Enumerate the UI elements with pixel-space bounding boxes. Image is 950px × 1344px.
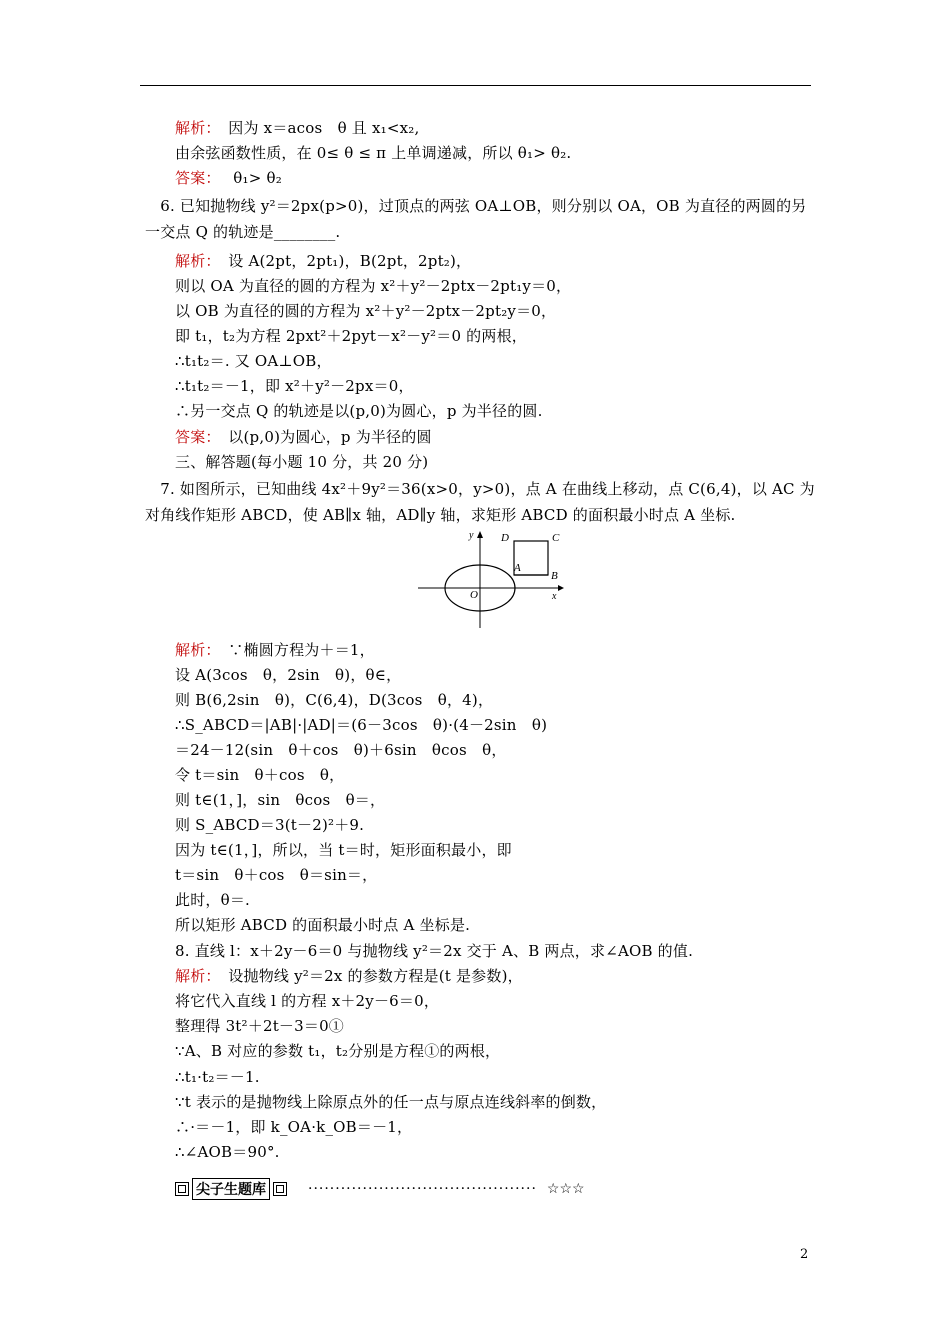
point-b-label: B [551,570,558,582]
text-line [175,1142,280,1162]
answer-label: 解析： [175,641,214,659]
line-text: 设抛物线 y²＝2x 的参数方程是(t 是参数)， [213,967,523,985]
text-line [175,376,414,396]
box-right-icon [273,1182,287,1196]
line-text: 则以 OA 为直径的圆的方程为 x²＋y²－2ptx－2pt₁y＝0， [175,277,572,295]
text-line [175,790,385,810]
line-text: 一交点 Q 的轨迹是________. [145,223,341,241]
line-text: 即 t₁，t₂为方程 2pxt²＋2pyt－x²－y²＝0 的两根， [175,327,527,345]
text-line [175,326,527,346]
text-line [175,1067,260,1087]
text-line [175,765,344,785]
line-text: 6. 已知抛物线 y²＝2px(p>0)，过顶点的两弦 OA⊥OB，则分别以 OA，OB 为直径的两圆的另 [145,197,807,215]
question-bank-label: 尖子生题库 [192,1178,270,1200]
line-text: 整理得 3t²＋2t－3＝0① [175,1017,345,1035]
line-text: 因为 t∈(1，]，所以，当 t＝时，矩形面积最小，即 [175,841,512,859]
text-line [175,452,428,472]
text-line [175,401,543,421]
answer-label: 解析： [175,967,214,985]
page-number: 2 [800,1247,809,1262]
text-line [175,1016,344,1036]
line-text: θ₁> θ₂ [213,169,282,187]
text-line [175,1117,412,1137]
text-line [175,1092,606,1112]
text-line [145,479,815,499]
line-text: t＝sin θ＋cos θ＝sin＝， [175,866,378,884]
text-line [175,640,375,660]
text-line [145,505,736,525]
point-c-label: C [552,532,560,544]
text-line [175,865,377,885]
answer-label: 答案： [175,428,214,446]
text-line [175,1041,500,1061]
difficulty-stars: ☆☆☆ [546,1181,585,1197]
line-text: ∵椭圆方程为＋＝1， [213,641,375,659]
line-text: 因为 x＝acos θ 且 x₁<x₂, [213,119,420,137]
y-axis-label: y [469,530,474,541]
line-text: ∵t 表示的是抛物线上除原点外的任一点与原点连线斜率的倒数， [175,1093,607,1111]
text-line [175,941,693,961]
text-line [175,690,493,710]
y-axis-arrow [477,531,483,538]
line-text: 将它代入直线 l 的方程 x＋2y－6＝0， [175,992,440,1010]
origin-label: O [470,589,478,601]
line-text: 以 OB 为直径的圆的方程为 x²＋y²－2ptx－2pt₂y＝0， [175,302,557,320]
text-line [175,118,419,138]
text-line [175,715,547,735]
line-text: 则 B(6,2sin θ)，C(6,4)，D(3cos θ，4)， [175,691,494,709]
header-rule [140,85,811,86]
point-d-label: D [501,532,509,544]
line-text: 则 t∈(1，]，sin θcos θ＝， [175,791,386,809]
text-line [175,665,401,685]
text-line [175,143,571,163]
line-text: ∴·＝－1，即 k_OA·k_OB＝－1， [175,1118,413,1136]
text-line [145,222,340,242]
line-text: 设 A(3cos θ，2sin θ)，θ∈， [175,666,402,684]
question-bank-footer [175,1178,585,1200]
answer-label: 答案： [175,169,214,187]
line-text: ∴S_ABCD＝|AB|·|AD|＝(6－3cos θ)·(4－2sin θ) [175,716,548,734]
line-text: 所以矩形 ABCD 的面积最小时点 A 坐标是. [175,916,471,934]
line-text: 对角线作矩形 ABCD，使 AB∥x 轴，AD∥y 轴，求矩形 ABCD 的面积最小时点 A 坐标. [145,506,736,524]
line-text: ∴t₁·t₂＝－1. [175,1068,260,1086]
text-line [175,276,571,296]
box-left-icon [175,1182,189,1196]
text-line [145,196,806,216]
line-text: 此时，θ＝. [175,891,250,909]
answer-label: 解析： [175,119,214,137]
line-text: 由余弦函数性质，在 0≤ θ ≤ π 上单调递减，所以 θ₁> θ₂. [175,144,572,162]
line-text: ∴t₁t₂＝. 又 OA⊥OB， [175,352,332,370]
line-text: 以(p,0)为圆心，p 为半径的圆 [213,428,432,446]
text-line [175,351,332,371]
answer-label: 解析： [175,252,214,270]
line-text: 8. 直线 l：x＋2y－6＝0 与抛物线 y²＝2x 交于 A、B 两点，求∠AOB 的值. [175,942,694,960]
text-line [175,740,507,760]
text-line [175,915,470,935]
text-line [175,840,512,860]
text-line [175,168,282,188]
text-line [175,251,471,271]
line-text: ＝24－12(sin θ＋cos θ)＋6sin θcos θ， [175,741,507,759]
line-text: 则 S_ABCD＝3(t－2)²＋9. [175,816,365,834]
line-text: 设 A(2pt，2pt₁)，B(2pt，2pt₂)， [213,252,472,270]
x-axis-arrow [558,585,564,591]
text-line [175,427,432,447]
point-a-label: A [514,562,521,574]
dotted-leader: ·········································· [308,1181,537,1197]
text-line [175,890,250,910]
line-text: ∴∠AOB＝90°. [175,1143,280,1161]
line-text: 7. 如图所示，已知曲线 4x²＋9y²＝36(x>0，y>0)，点 A 在曲线上移动，点 C(6,4)，以 AC 为 [145,480,815,498]
line-text: ∴t₁t₂＝－1，即 x²＋y²－2px＝0， [175,377,414,395]
text-line [175,991,439,1011]
line-text: 三、解答题(每小题 10 分，共 20 分) [175,453,429,471]
x-axis-label: x [552,591,557,602]
text-line [175,301,556,321]
text-line [175,815,364,835]
ellipse-rectangle-figure [418,528,566,632]
line-text: ∵A、B 对应的参数 t₁，t₂分别是方程①的两根， [175,1042,501,1060]
text-line [175,966,523,986]
line-text: 令 t＝sin θ＋cos θ， [175,766,345,784]
line-text: ∴另一交点 Q 的轨迹是以(p,0)为圆心，p 为半径的圆. [175,402,543,420]
